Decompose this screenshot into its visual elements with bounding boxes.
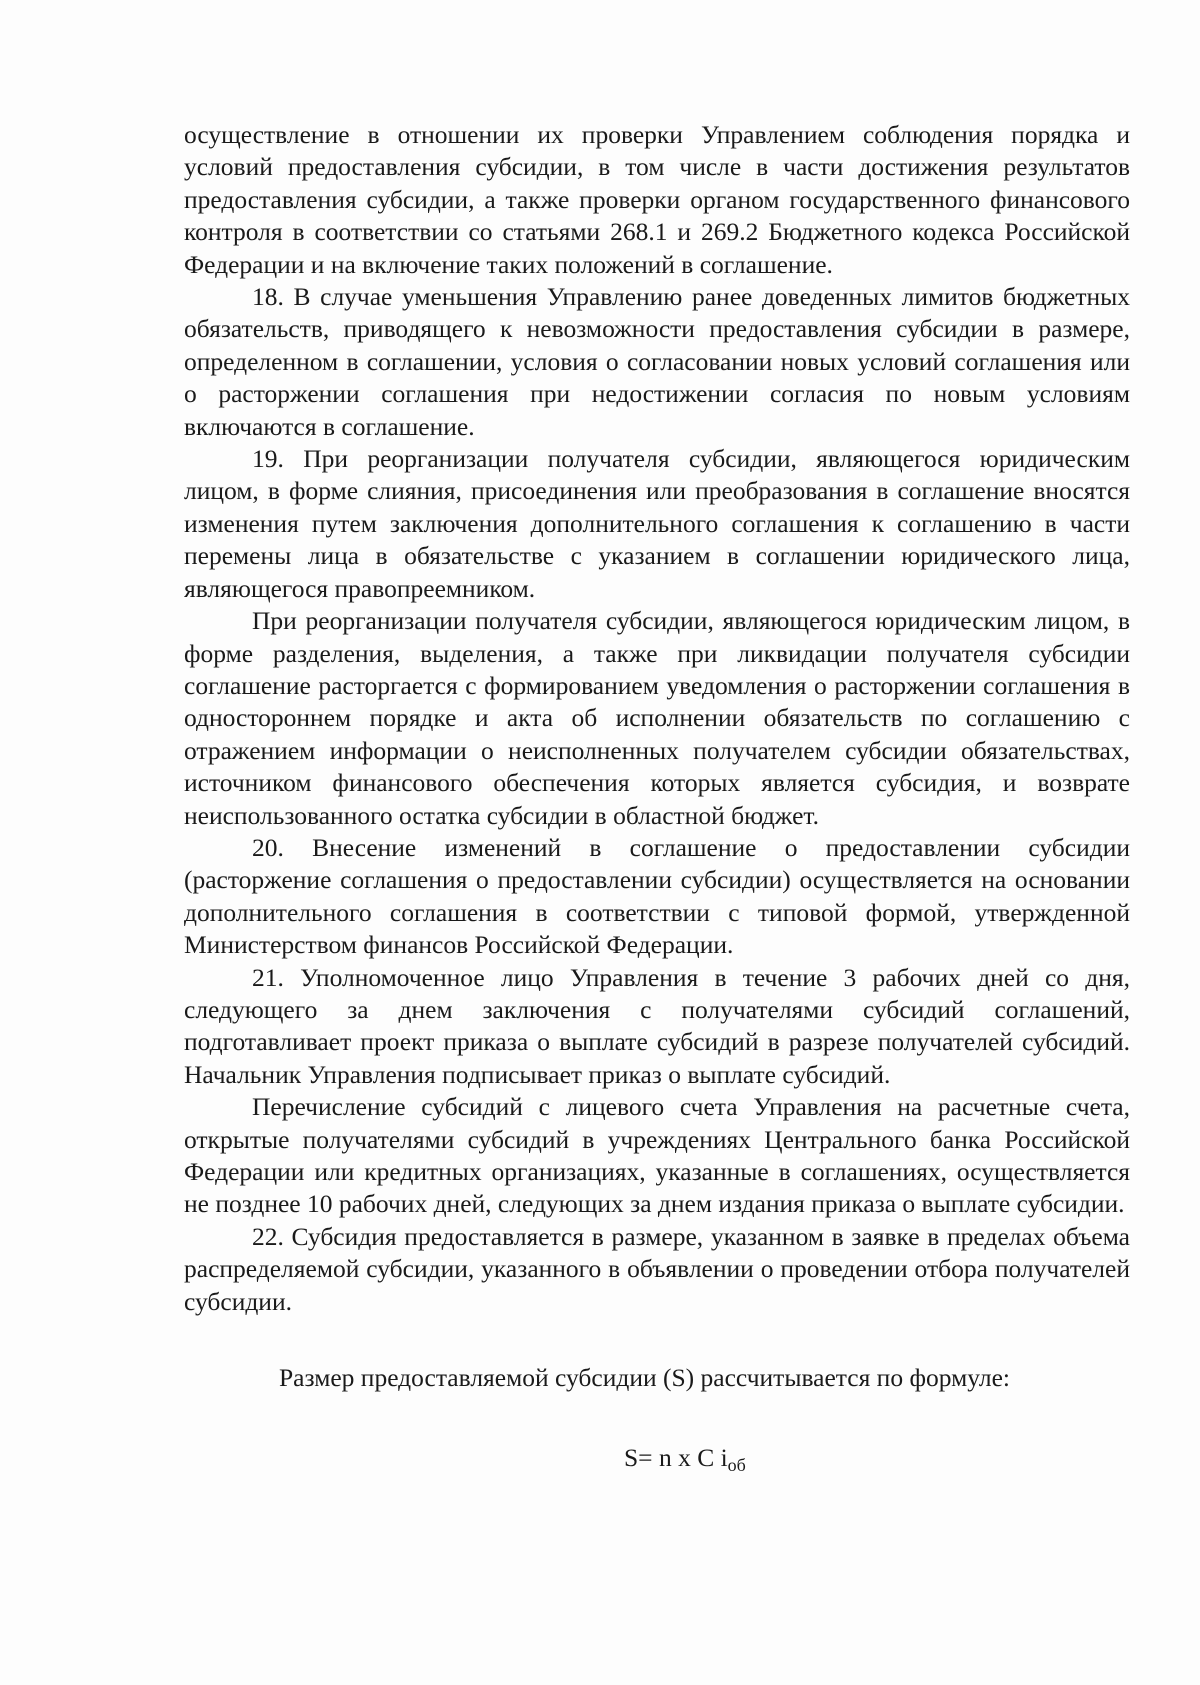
paragraph-continuation: осуществление в отношении их проверки Управлением соблюдения порядка и условий предоставления субсидии, в том числе в части достижения результатов предоставления субсидии, а также проверки органом государственного финансового контроля в соответствии со статьями 268.1 и 269.2 Бюджетного кодекса Российской Федерации и на включение таких положений в соглашение.	[184, 120, 1130, 279]
paragraph-19-reorganization: При реорганизации получателя субсидии, являющегося юридическим лицом, в форме разделения, выделения, а также при ликвидации получателя субсидии соглашение расторгается с формированием уведомления о расторжении соглашения в одностороннем порядке и акта об исполнении обязательств по соглашению с отражением информации о неисполненных получателем субсидии обязательствах, источником финансового обеспечения которых является субсидия, и возврате неиспользованного остатка субсидии в областной бюджет.	[184, 606, 1130, 830]
paragraph-22: 22. Субсидия предоставляется в размере, указанном в заявке в пределах объема распределяемой субсидии, указанного в объявлении о проведении отбора получателей субсидии.	[184, 1221, 1130, 1316]
formula	[184, 1442, 1130, 1474]
formula-main: S= n x C i	[624, 1443, 728, 1473]
paragraph-18: 18. В случае уменьшения Управлению ранее доведенных лимитов бюджетных обязательств, приводящего к невозможности предоставления субсидии в размере, определенном в соглашении, условия о согласовании новых условий соглашения или о расторжении соглашения при недостижении согласия по новым условиям включаются в соглашение.	[184, 282, 1130, 441]
formula-intro: Размер предоставляемой субсидии (S) рассчитывается по формуле:	[279, 1363, 1010, 1393]
spacer	[184, 1318, 1130, 1362]
formula-subscript: об	[727, 1455, 746, 1476]
paragraph-19: 19. При реорганизации получателя субсидии, являющегося юридическим лицом, в форме слияния, присоединения или преобразования в соглашение вносятся изменения путем заключения дополнительного соглашения к соглашению в части перемены лица в обязательстве с указанием в соглашении юридического лица, являющегося правопреемником.	[184, 444, 1130, 603]
paragraph-21-transfer: Перечисление субсидий с лицевого счета Управления на расчетные счета, открытые получателями субсидий в учреждениях Центрального банка Российской Федерации или кредитных организациях, указанные в соглашениях, осуществляется не позднее 10 рабочих дней, следующих за днем издания приказа о выплате субсидии.	[184, 1092, 1130, 1219]
paragraph-20: 20. Внесение изменений в соглашение о предоставлении субсидии (расторжение соглашения о предоставлении субсидии) осуществляется на основании дополнительного соглашения в соответствии с типовой формой, утвержденной Министерством финансов Российской Федерации.	[184, 832, 1130, 960]
paragraph-21: 21. Уполномоченное лицо Управления в течение 3 рабочих дней со дня, следующего за днем заключения с получателями субсидий соглашений, подготавливает проект приказа о выплате субсидий в разрезе получателей субсидий. Начальник Управления подписывает приказ о выплате субсидий.	[184, 962, 1130, 1089]
document-body	[184, 119, 1130, 1475]
